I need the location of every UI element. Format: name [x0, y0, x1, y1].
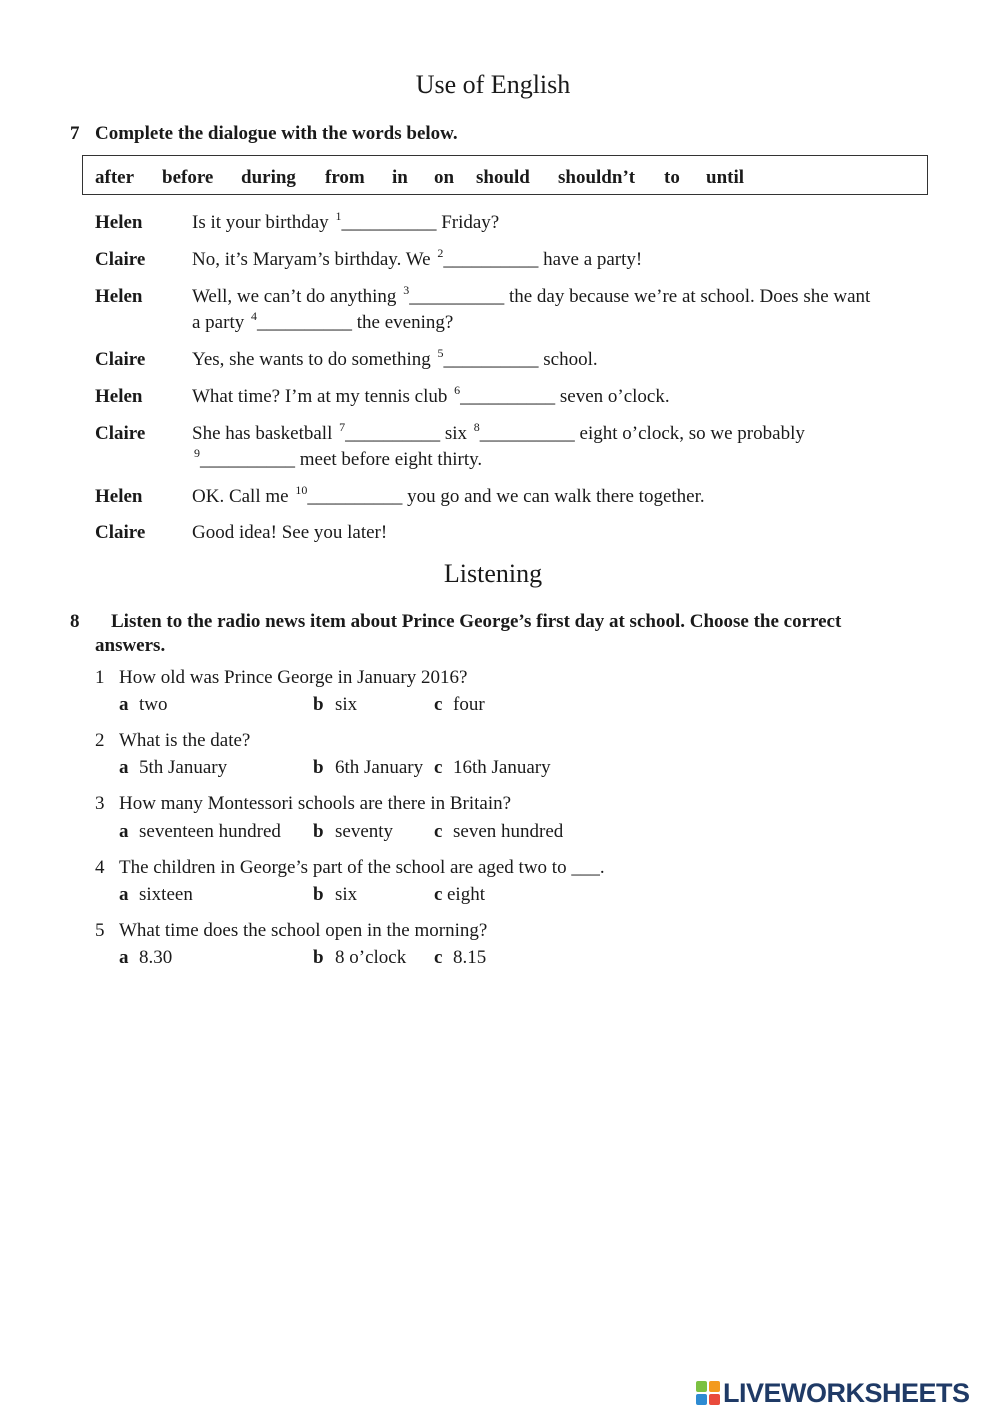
dialogue-line — [192, 483, 705, 508]
dialogue-line — [192, 522, 387, 544]
option-text[interactable]: seven hundred — [453, 821, 564, 842]
word-box-item: during — [241, 167, 296, 188]
option-text[interactable]: 8.15 — [453, 947, 487, 968]
dialogue-text: No, it’s Maryam’s birthday. We — [192, 249, 436, 270]
option-letter: b — [313, 821, 324, 842]
logo-square-blue — [696, 1394, 707, 1405]
option-letter: a — [119, 757, 129, 778]
option-text[interactable]: 8.30 — [139, 947, 173, 968]
option-letter: b — [313, 947, 324, 968]
dialogue-text: __________ the day because we’re at school. Does she want — [409, 286, 871, 307]
gap-number: 1 — [335, 209, 342, 223]
option-text[interactable]: 6th January — [335, 757, 424, 778]
option-letter: c — [434, 884, 443, 905]
option-letter: c — [434, 947, 443, 968]
option-letter: c — [434, 757, 443, 778]
gap-number: 7 — [339, 420, 346, 434]
option-letter: b — [313, 757, 324, 778]
dialogue-line — [192, 283, 871, 308]
question-number: 4 — [95, 857, 105, 878]
exercise-instruction: Listen to the radio news item about Prince George’s first day at school. Choose the correct — [111, 611, 842, 632]
dialogue-text: Is it your birthday — [192, 212, 334, 233]
dialogue-speaker: Helen — [95, 486, 143, 507]
word-box-item: on — [434, 167, 455, 188]
word-box-item: before — [162, 167, 214, 188]
question-number: 2 — [95, 730, 105, 751]
word-box-item: from — [325, 167, 365, 188]
option-text[interactable]: 16th January — [453, 757, 551, 778]
option-text[interactable]: two — [139, 694, 168, 715]
dialogue-text: __________ the evening? — [256, 312, 454, 333]
exercise-instruction: Complete the dialogue with the words below. — [95, 123, 458, 144]
word-box-item: until — [706, 167, 745, 188]
logo-square-orange — [709, 1381, 720, 1392]
dialogue-text: __________ school. — [443, 349, 598, 370]
question-number: 1 — [95, 667, 105, 688]
option-text[interactable]: 5th January — [139, 757, 228, 778]
word-box-item: after — [95, 167, 135, 188]
option-letter: c — [434, 694, 443, 715]
option-letter: b — [313, 694, 324, 715]
option-letter: b — [313, 884, 324, 905]
question-text: The children in George’s part of the school are aged two to ___. — [119, 857, 605, 878]
logo-square-red — [709, 1394, 720, 1405]
option-letter: a — [119, 694, 129, 715]
dialogue-text: Well, we can’t do anything — [192, 286, 402, 307]
dialogue-text: __________ meet before eight thirty. — [200, 449, 483, 470]
gap-number: 2 — [437, 246, 444, 260]
dialogue-speaker: Helen — [95, 286, 143, 307]
word-box-item: to — [664, 167, 680, 188]
dialogue-text: __________ six — [345, 423, 472, 444]
word-box-item: shouldn’t — [558, 167, 636, 188]
gap-number: 3 — [403, 283, 410, 297]
gap-number: 9 — [194, 446, 200, 460]
question-number: 5 — [95, 920, 105, 941]
gap-number: 8 — [473, 420, 480, 434]
dialogue-text: __________ have a party! — [443, 249, 643, 270]
option-text[interactable]: sixteen — [139, 884, 193, 905]
dialogue-text: OK. Call me — [192, 486, 294, 507]
option-letter: a — [119, 947, 129, 968]
dialogue-line — [192, 209, 500, 234]
exercise-instruction: answers. — [95, 635, 166, 656]
liveworksheets-logo-icon — [696, 1381, 720, 1405]
option-letter: a — [119, 821, 129, 842]
option-text[interactable]: seventeen hundred — [139, 821, 281, 842]
logo-square-green — [696, 1381, 707, 1392]
dialogue-text: __________ seven o’clock. — [460, 386, 670, 407]
gap-number: 5 — [437, 346, 444, 360]
dialogue-text: What time? I’m at my tennis club — [192, 386, 453, 407]
dialogue-speaker: Claire — [95, 249, 146, 270]
question-text: What time does the school open in the morning? — [119, 920, 488, 941]
dialogue-line — [192, 246, 643, 271]
option-text[interactable]: seventy — [335, 821, 394, 842]
option-text[interactable]: four — [453, 694, 485, 715]
dialogue-line — [192, 346, 598, 371]
dialogue-line — [192, 383, 670, 408]
dialogue-speaker: Helen — [95, 212, 143, 233]
dialogue-text: __________ you go and we can walk there together. — [307, 486, 705, 507]
question-text: How old was Prince George in January 2016? — [119, 667, 468, 688]
dialogue-text: Yes, she wants to do something — [192, 349, 436, 370]
exercise-number: 7 — [70, 123, 80, 144]
question-number: 3 — [95, 793, 105, 814]
word-box — [82, 155, 928, 195]
dialogue-line — [192, 446, 483, 471]
dialogue-text: __________ eight o’clock, so we probably — [479, 423, 805, 444]
dialogue-speaker: Claire — [95, 423, 146, 444]
dialogue-speaker: Claire — [95, 522, 146, 543]
gap-number: 4 — [250, 309, 257, 323]
question-text: What is the date? — [119, 730, 251, 751]
dialogue-speaker: Claire — [95, 349, 146, 370]
word-box-item: should — [476, 167, 530, 188]
dialogue-line — [192, 420, 805, 445]
option-text[interactable]: six — [335, 884, 358, 905]
word-box-item: in — [392, 167, 408, 188]
question-text: How many Montessori schools are there in Britain? — [119, 793, 512, 814]
option-letter: c — [434, 821, 443, 842]
exercise-number: 8 — [70, 611, 80, 632]
option-letter: a — [119, 884, 129, 905]
section-title-listening: Listening — [443, 559, 543, 588]
liveworksheets-logo[interactable] — [696, 1379, 970, 1407]
dialogue-speaker: Helen — [95, 386, 143, 407]
dialogue-text: Good idea! See you later! — [192, 522, 388, 543]
option-text[interactable]: six — [335, 694, 358, 715]
dialogue-text: a party — [192, 312, 249, 333]
option-text[interactable]: 8 o’clock — [335, 947, 407, 968]
dialogue-text: She has basketball — [192, 423, 338, 444]
dialogue-text: __________ Friday? — [341, 212, 500, 233]
option-text[interactable]: eight — [447, 884, 485, 905]
logo-text: LIVEWORKSHEETS — [723, 1377, 970, 1408]
dialogue-line — [192, 309, 454, 334]
gap-number: 6 — [454, 383, 461, 397]
section-title-use-of-english: Use of English — [415, 70, 571, 99]
gap-number: 10 — [295, 483, 308, 497]
